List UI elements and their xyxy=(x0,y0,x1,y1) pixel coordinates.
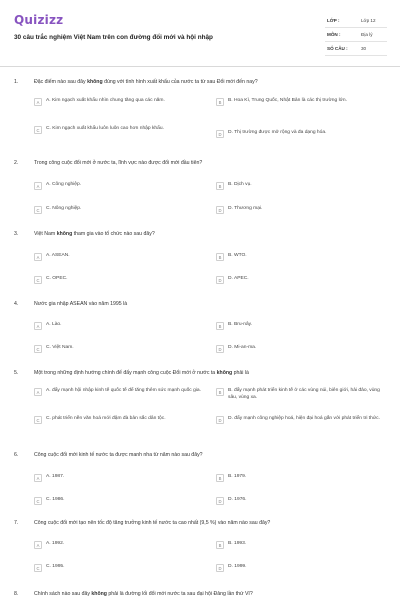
option-c[interactable] xyxy=(34,415,204,424)
option-letter-box: B xyxy=(216,322,224,330)
option-letter-box: B xyxy=(216,541,224,549)
option-text: C. phát triển nền văn hoá mới đậm đà bản sắc dân tộc. xyxy=(46,416,166,421)
option-c[interactable] xyxy=(34,125,204,134)
option-a[interactable] xyxy=(34,540,204,549)
option-letter-box: D xyxy=(216,497,224,505)
option-text: D. Thương mại. xyxy=(228,206,263,211)
option-text: C. OPEC. xyxy=(46,276,68,281)
option-a[interactable] xyxy=(34,252,204,261)
option-d[interactable] xyxy=(216,415,386,424)
option-letter-box: C xyxy=(34,276,42,284)
option-c[interactable] xyxy=(34,563,204,572)
option-text: A. 1987. xyxy=(46,474,65,479)
worksheet-meta xyxy=(325,14,387,56)
option-b[interactable] xyxy=(216,387,386,402)
question-number: 4. xyxy=(14,301,19,307)
option-letter-box: C xyxy=(34,497,42,505)
option-letter-box: A xyxy=(34,253,42,261)
option-text: B. 1993. xyxy=(228,541,247,546)
meta-label: MÔN : xyxy=(327,32,341,37)
option-text: B. 1979. xyxy=(228,474,247,479)
option-text: D. 1976. xyxy=(228,497,247,502)
option-text: D. đẩy mạnh công nghiệp hoá, hiện đại hoá gắn với phát triển tri thức. xyxy=(228,416,380,421)
option-letter-box: B xyxy=(216,388,224,396)
option-letter-box: A xyxy=(34,98,42,106)
question-number: 1. xyxy=(14,79,19,85)
question-number: 6. xyxy=(14,452,19,458)
question-text: Công cuộc đổi mới kinh tế nước ta được manh nha từ năm nào sau đây? xyxy=(34,452,203,458)
option-text: B. đẩy mạnh phát triển kinh tế ở các vùng núi, biên giới, hải đảo, vùng sâu, vùng xa. xyxy=(228,388,380,401)
option-d[interactable] xyxy=(216,129,386,138)
option-letter-box: A xyxy=(34,182,42,190)
meta-label: LỚP : xyxy=(327,18,340,23)
meta-row-count xyxy=(325,42,387,56)
option-letter-box: C xyxy=(34,126,42,134)
option-text: C. Nông nghiệp. xyxy=(46,206,82,211)
option-b[interactable] xyxy=(216,473,386,482)
question-text: Trong công cuộc đổi mới ở nước ta, lĩnh vực nào được đổi mới đầu tiên? xyxy=(34,160,203,166)
option-a[interactable] xyxy=(34,181,204,190)
option-text: D. APEC. xyxy=(228,276,249,281)
option-letter-box: C xyxy=(34,416,42,424)
option-b[interactable] xyxy=(216,181,386,190)
option-text: C. Việt Nam. xyxy=(46,345,74,350)
option-letter-box: C xyxy=(34,564,42,572)
option-c[interactable] xyxy=(34,275,204,284)
question-text: Chính sách nào sau đây không phải là đường lối đổi mới nước ta sau đại hội Đảng lần thứ VI? xyxy=(34,591,253,597)
option-text: A. đẩy mạnh hội nhập kinh tế quốc tế để tăng thêm sức mạnh quốc gia. xyxy=(46,388,201,393)
question-number: 2. xyxy=(14,160,19,166)
question-text: Đặc điểm nào sau đây không đúng với tình hình xuất khẩu của nước ta từ sau Đổi mới đến nay? xyxy=(34,79,258,85)
meta-label: SỐ CÂU : xyxy=(327,46,348,51)
option-letter-box: A xyxy=(34,541,42,549)
option-text: C. 1995. xyxy=(46,564,65,569)
option-text: A. Lào. xyxy=(46,322,62,327)
option-letter-box: D xyxy=(216,130,224,138)
question-text: Một trong những định hướng chính để đẩy mạnh công cuộc Đổi mới ở nước ta không phải là xyxy=(34,370,249,376)
quizizz-logo: Quizizz xyxy=(14,13,64,27)
option-b[interactable] xyxy=(216,252,386,261)
option-letter-box: C xyxy=(34,206,42,214)
option-d[interactable] xyxy=(216,496,386,505)
option-letter-box: D xyxy=(216,345,224,353)
question-number: 5. xyxy=(14,370,19,376)
option-text: C. 1986. xyxy=(46,497,65,502)
option-d[interactable] xyxy=(216,205,386,214)
option-text: D. Mi-an-ma. xyxy=(228,345,257,350)
worksheet-title: 30 câu trắc nghiệm Việt Nam trên con đường đổi mới và hội nhập xyxy=(14,34,213,41)
meta-value: Địa lý xyxy=(361,32,373,37)
option-a[interactable] xyxy=(34,387,204,396)
option-b[interactable] xyxy=(216,321,386,330)
question-text: Công cuộc đổi mới tạo nên tốc độ tăng trưởng kinh tế nước ta cao nhất (9,5 %) vào năm nào sau đây? xyxy=(34,520,271,526)
option-letter-box: A xyxy=(34,322,42,330)
option-b[interactable] xyxy=(216,540,386,549)
option-letter-box: D xyxy=(216,276,224,284)
option-text: D. 1999. xyxy=(228,564,247,569)
option-letter-box: B xyxy=(216,253,224,261)
option-text: B. Bru-nây. xyxy=(228,322,253,327)
option-letter-box: B xyxy=(216,98,224,106)
option-c[interactable] xyxy=(34,344,204,353)
option-d[interactable] xyxy=(216,344,386,353)
option-text: C. Kim ngạch xuất khẩu luôn luôn cao hơn nhập khẩu. xyxy=(46,126,164,131)
option-text: B. WTO. xyxy=(228,253,247,258)
option-letter-box: D xyxy=(216,564,224,572)
question-number: 8. xyxy=(14,591,19,597)
option-a[interactable] xyxy=(34,473,204,482)
option-text: D. Thị trường được mở rộng và đa dạng hóa. xyxy=(228,130,327,135)
option-c[interactable] xyxy=(34,496,204,505)
option-text: A. Công nghiệp. xyxy=(46,182,82,187)
question-text: Nước gia nhập ASEAN vào năm 1995 là xyxy=(34,301,128,307)
option-a[interactable] xyxy=(34,321,204,330)
option-letter-box: B xyxy=(216,182,224,190)
meta-value: Lớp 12 xyxy=(361,18,376,23)
option-letter-box: A xyxy=(34,474,42,482)
option-text: B. Dịch vụ. xyxy=(228,182,252,187)
option-c[interactable] xyxy=(34,205,204,214)
option-text: A. Kim ngạch xuất khẩu nhìn chung tăng qua các năm. xyxy=(46,98,165,103)
option-d[interactable] xyxy=(216,563,386,572)
option-a[interactable] xyxy=(34,97,204,106)
option-letter-box: D xyxy=(216,416,224,424)
option-letter-box: D xyxy=(216,206,224,214)
option-b[interactable] xyxy=(216,97,386,106)
meta-value: 30 xyxy=(361,46,367,51)
meta-row-subject xyxy=(325,28,387,42)
option-text: B. Hoa Kì, Trung Quốc, Nhật Bản là các thị trường lớn. xyxy=(228,98,347,103)
question-text: Việt Nam không tham gia vào tổ chức nào sau đây? xyxy=(34,231,155,237)
option-d[interactable] xyxy=(216,275,386,284)
question-number: 7. xyxy=(14,520,19,526)
option-letter-box: C xyxy=(34,345,42,353)
question-number: 3. xyxy=(14,231,19,237)
meta-row-grade xyxy=(325,14,387,28)
option-letter-box: A xyxy=(34,388,42,396)
option-letter-box: B xyxy=(216,474,224,482)
option-text: A. ASEAN. xyxy=(46,253,70,258)
header-divider xyxy=(0,66,400,67)
option-text: A. 1992. xyxy=(46,541,65,546)
